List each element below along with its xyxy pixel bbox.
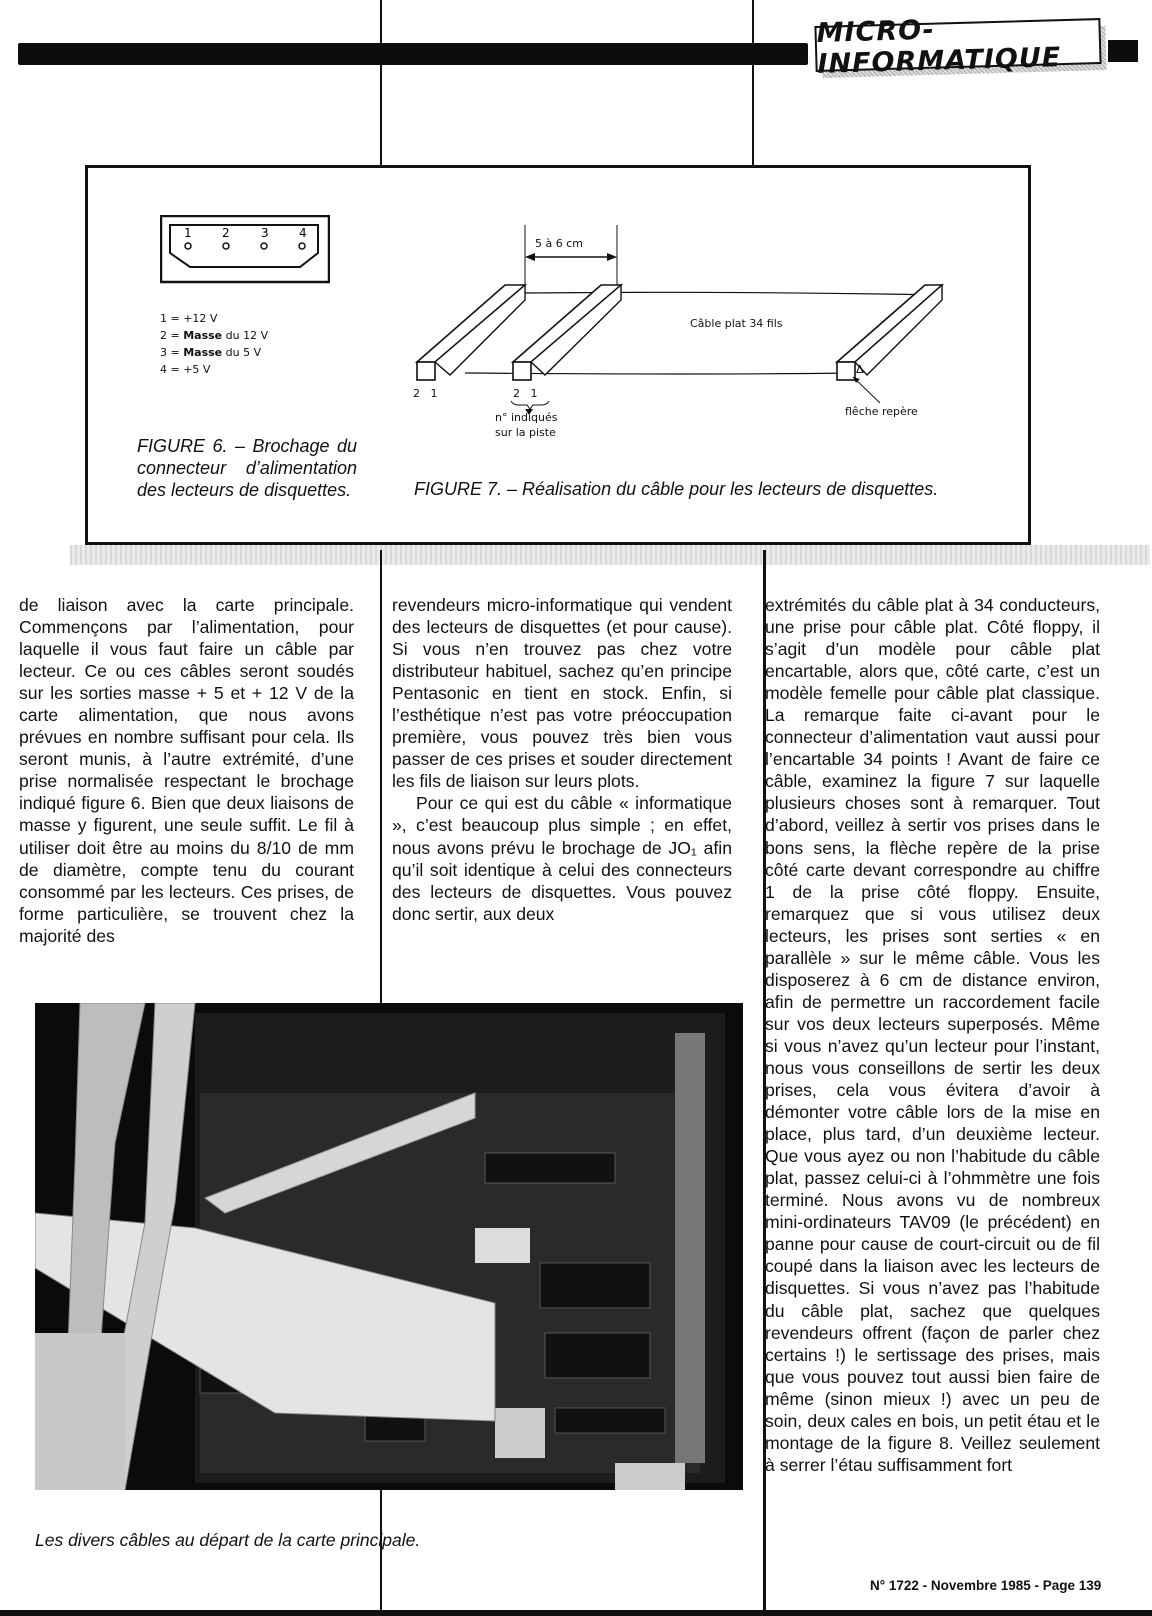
pin-legend-row [160,361,268,378]
pin-legend-label: du 5 V [225,346,262,359]
figure-shadow [70,545,1150,565]
pin-legend-bold: Masse [183,329,223,342]
figure-7-caption: FIGURE 7. – Réalisation du câble pour les lecteurs de disquettes. [414,479,939,499]
photo-caption: Les divers câbles au départ de la carte principale. [35,1530,421,1550]
cable-label: Câble plat 34 fils [690,317,783,330]
pin-legend-eq: = [170,329,180,342]
pin-hole [223,243,229,249]
pin-legend-num: 3 [160,346,167,359]
dimension-label: 5 à 6 cm [535,237,583,250]
pin-legend [160,310,268,378]
bottom-rule [0,1610,1152,1616]
circuit-board-photo [35,1003,743,1490]
pin-legend-label: +12 V [183,312,218,325]
article-column-2 [392,594,732,925]
paragraph: revendeurs micro-informatique qui vendent des lecteurs de disquettes (et pour cause). Si vous n’en trouvez pas chez votre distributeur habituel, sachez qu’en principe Pentasonic en tient en stock. Enfin, si l’esthétique n’est pas votre préoccupation première, vous pouvez très bien vous passer de ces prises et souder directement les fils de liaison sur leurs plots. [392,595,732,792]
cable-connector [513,285,621,380]
pin-legend-row [160,327,268,344]
pin-legend-label: +5 V [183,363,211,376]
pin-legend-eq: = [170,346,180,359]
pin-number: 4 [299,226,307,240]
header-band-end [1108,40,1138,62]
pin-note: sur la piste [495,426,556,439]
header-band [18,43,808,65]
article-column-1 [19,594,354,947]
pin-legend-row [160,310,268,327]
paragraph: Pour ce qui est du câble « informatique », c’est beaucoup plus simple ; en effet, nous avons prévu le brochage de JO₁ afin qu’il soit identique à celui des connecteurs des lecteurs de disquettes. Vous pouvez donc sertir, aux deux [392,793,732,924]
pin-hole [261,243,267,249]
column-rule [380,0,382,165]
pin-number: 1 [184,226,192,240]
cable-connector [417,285,525,380]
article-column-3 [765,594,1100,1476]
pin-hole [185,243,191,249]
pin-hole [299,243,305,249]
ribbon-cable-diagram [405,225,965,460]
pin-legend-eq: = [170,363,180,376]
pin-legend-eq: = [170,312,180,325]
pin-legend-label: du 12 V [225,329,269,342]
pin-legend-bold: Masse [183,346,223,359]
section-title: MICRO-INFORMATIQUE [814,18,1101,72]
pin-legend-num: 1 [160,312,167,325]
page-footer: N° 1722 - Novembre 1985 - Page 139 [870,1578,1102,1593]
column-rule [752,0,754,165]
figure-6-caption: FIGURE 6. – Brochage du connecteur d’alimentation des lecteurs de disquettes. [137,436,357,500]
paragraph: de liaison avec la carte principale. Commençons par l’alimentation, pour laquelle il vous faut faire un câble par lecteur. Ce ou ces câbles seront soudés sur les sorties masse + 5 et + 12 V de la carte alimentation, que nous avons prévues en nombre suffisant pour cela. Ils seront munis, à l’autre extrémité, d’une prise normalisée respectant le brochage indiqué figure 6. Bien que deux liaisons de masse y figurent, une seule suffit. Le fil à utiliser doit être au moins du 8/10 de mm de diamètre, compte tenu du courant consommé par les lecteurs. Ces prises, de forme particulière, se trouvent chez la majorité des [19,595,354,946]
power-connector-diagram [160,215,330,285]
pin-legend-num: 2 [160,329,167,342]
pin-legend-num: 4 [160,363,167,376]
pin-note: n° indiqués [495,411,558,424]
cable-connector [837,285,942,380]
pin-number: 2 [222,226,230,240]
connector-pin-numbers: 2 1 [513,387,538,400]
arrow-mark: Δ [856,363,864,376]
connector-pin-numbers: 2 1 [413,387,438,400]
pin-number: 3 [261,226,269,240]
pin-legend-row [160,344,268,361]
arrow-label: flêche repère [845,405,918,418]
paragraph: extrémités du câble plat à 34 conducteurs, une prise pour câble plat. Côté floppy, il s’agit d’un modèle pour câble plat encartable, alors que, côté carte, c’est un modèle femelle pour câble plat classique. La remarque faite ci-avant pour le connecteur d’alimentation vaut aussi pour l’encartable 34 points ! Avant de faire ce câble, examinez la figure 7 sur laquelle plusieurs choses sont à remarquer. Tout d’abord, veillez à sertir vos prises dans le bons sens, la flèche repère de la prise côté carte devant correspondre au chiffre 1 de la prise côté floppy. Ensuite, remarquez que si vous utilisez deux lecteurs, les prises sont serties « en parallèle » sur le même câble. Vous les disposerez à 6 cm de distance environ, afin de permettre un raccordement facile sur vos deux lecteurs superposés. Même si vous n’avez qu’un lecteur pour l’instant, nous vous conseillons de sertir les deux prises, cela vous évitera d’avoir à démonter votre câble lors de la mise en place, plus tard, d’un deuxième lecteur. Que vous ayez ou non l’habitude du câble plat, passez celui-ci à l’ohmmètre une fois terminé. Nous avons vu de nombreux mini-ordinateurs TAV09 (le précédent) en panne pour cause de court-circuit ou de fil coupé dans la liaison avec les lecteurs de disquettes. Si vous n’avez pas l’habitude du câble plat, sachez que quelques revendeurs offrent (façon de parler chez certains !) le sertissage des prises, mais que vous pouvez tout aussi bien faire de même (sinon mieux !) avec un peu de soin, deux cales en bois, un petit étau et le montage de la figure 8. Veillez seulement à serrer l’étau suffisamment fort [765,595,1100,1475]
